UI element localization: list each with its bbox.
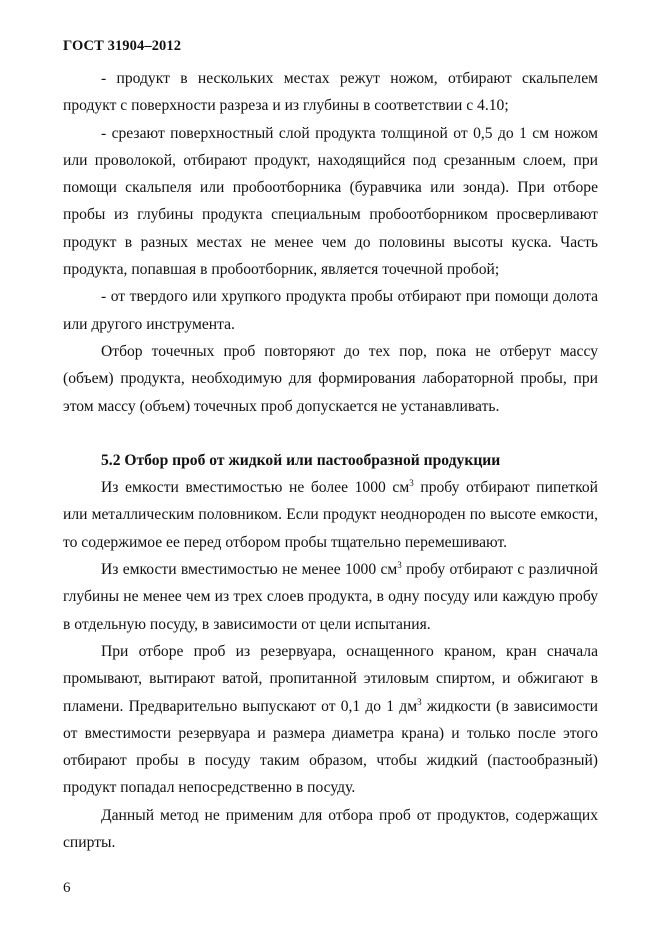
section-paragraph-4: Данный метод не применим для отбора проб от продуктов, содержащих спирты.: [63, 806, 598, 852]
page-number: 6: [63, 880, 71, 896]
section-paragraph-1: Из емкости вместимостью не более 1000 $см^3$ пробу отбирают пипеткой или металлическим половником. Если продукт неоднороден по высоте емкости, то содержимое ее перед отбором пробы тщательно перемешивают.: [63, 478, 598, 551]
page-body: [63, 65, 598, 856]
paragraph-3: - от твердого или хрупкого продукта пробы отбирают при помощи долота или другого инструмента.: [63, 288, 598, 333]
section-paragraph-3: При отборе проб из резервуара, оснащенного краном, кран сначала промывают, вытирают ватой, пропитанной этиловым спиртом, и обжигают в пламени. Предварительно выпускают от 0,1 до 1 $дм^3$ жидкости (в зависимости от вместимости резервуара и размера диаметра крана) и только после этого отбирают пробы в посуду таким образом, чтобы жидкий (пастообразный) продукт попадал непосредственно в посуду.: [63, 642, 598, 797]
paragraph-2: - срезают поверхностный слой продукта толщиной от 0,5 до 1 см ножом или проволокой, отбирают продукт, находящийся под срезанным слоем, при помощи скальпеля или пробоотборника (буравчика или зонда). При отборе пробы из глубины продукта специальным пробоотборником просверливают продукт в разных местах не менее чем до половины высоты куска. Часть продукта, попавшая в пробоотборник, является точечной пробой;: [63, 124, 598, 279]
paragraph-4: Отбор точечных проб повторяют до тех пор, пока не отберут массу (объем) продукта, необходимую для формирования лабораторной пробы, при этом массу (объем) точечных проб допускается не устанавливать.: [63, 342, 598, 415]
section-heading: 5.2 Отбор проб от жидкой или пастообразной продукции: [101, 451, 501, 469]
paragraph-1: - продукт в нескольких местах режут ножом, отбирают скальпелем продукт с поверхности разреза и из глубины в соответствии с 4.10;: [63, 70, 598, 115]
document-header: ГОСТ 31904–2012: [63, 38, 182, 54]
section-paragraph-2: Из емкости вместимостью не менее 1000 $см^3$ пробу отбирают с различной глубины не менее чем из трех слоев продукта, в одну посуду или каждую пробу в отдельную посуду, в зависимости от цели испытания.: [63, 560, 599, 633]
